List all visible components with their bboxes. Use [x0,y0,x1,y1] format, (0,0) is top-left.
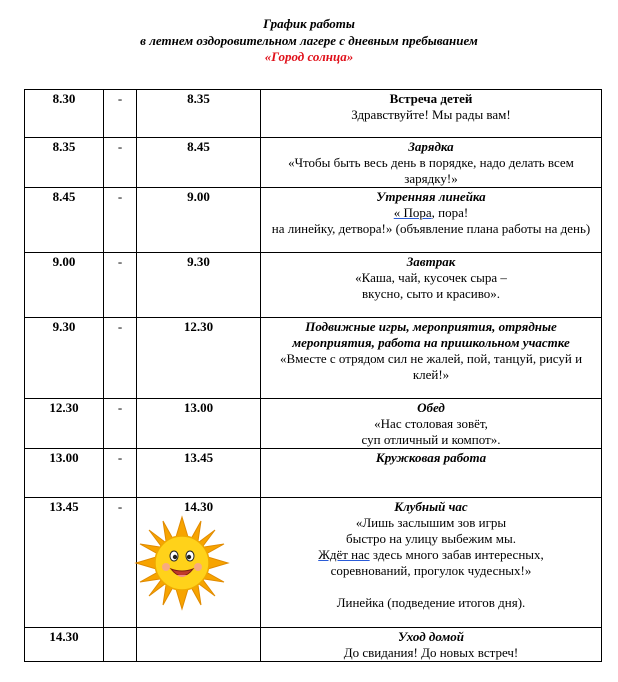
activity-title: Кружковая работа [375,450,487,465]
activity-text: «Лишь заслышим зов игры [355,515,507,530]
activity-cell [261,90,602,138]
dash-separator: - [104,253,137,318]
activity-title: Утренняя линейка [376,189,486,204]
table-row [25,498,602,628]
start-time: 8.30 [25,90,104,138]
table-row [25,138,602,188]
activity-title: Клубный час [394,499,468,514]
activity-title: Подвижные игры, мероприятия, отрядные мероприятия, работа на пришкольном участке [292,319,570,350]
activity-cell [261,449,602,498]
start-time: 13.00 [25,449,104,498]
activity-title: Уход домой [397,629,465,644]
activity-title: Обед [417,400,445,415]
activity-text: быстро на улицу выбежим мы. [346,531,516,546]
spell-underlined-word: Ждёт нас [318,547,370,562]
activity-text: «Нас столовая зовёт, [374,416,488,431]
end-time: 13.45 [137,449,261,498]
activity-text-part: , пора! [431,205,469,220]
activity-title: Зарядка [408,139,454,154]
end-time: 8.45 [137,138,261,188]
camp-name: «Город солнца» [264,49,354,64]
activity-cell [261,318,602,399]
end-time: 9.00 [137,188,261,253]
activity-text: До свидания! До новых встреч! [343,645,519,660]
table-row [25,399,602,449]
schedule-subtitle: в летнем оздоровительном лагере с дневным пребыванием [140,33,478,48]
start-time: 13.45 [25,498,104,628]
table-row [25,449,602,498]
smiling-sun-icon [134,515,230,611]
activity-text [264,547,598,563]
activity-text: соревнований, прогулок чудесных!» [330,563,532,578]
activity-text: «Чтобы быть весь день в порядке, надо делать всем зарядку!» [288,155,574,186]
spell-underlined-word: « Пора [393,205,432,220]
table-row [25,253,602,318]
activity-text: Линейка (подведение итогов дня). [336,595,526,610]
end-time: 9.30 [137,253,261,318]
dash-separator: - [104,399,137,449]
dash-separator: - [104,449,137,498]
end-time: 8.35 [137,90,261,138]
end-time: 14.30 [183,499,214,514]
schedule-table [24,89,602,662]
activity-cell [261,498,602,628]
activity-text-part: здесь много забав интересных, [369,547,544,562]
dash-separator: - [104,498,137,628]
dash-separator: - [104,138,137,188]
end-time-with-sun [137,498,261,628]
table-row [25,188,602,253]
table-row [25,318,602,399]
activity-cell [261,399,602,449]
activity-text: «Каша, чай, кусочек сыра – [355,270,507,285]
activity-cell [261,253,602,318]
table-row [25,628,602,662]
table-row [25,90,602,138]
activity-title: Встреча детей [389,91,473,106]
start-time: 8.35 [25,138,104,188]
activity-text: суп отличный и компот». [361,432,501,447]
schedule-title: График работы [263,16,355,31]
activity-text: вкусно, сыто и красиво». [361,286,501,301]
activity-cell [261,188,602,253]
start-time: 9.30 [25,318,104,399]
dash-separator: - [104,90,137,138]
dash-separator [104,628,137,662]
dash-separator: - [104,188,137,253]
dash-separator: - [104,318,137,399]
start-time: 14.30 [25,628,104,662]
activity-cell [261,628,602,662]
activity-text: «Вместе с отрядом сил не жалей, пой, танцуй, рисуй и клей!» [279,351,583,382]
start-time: 12.30 [25,399,104,449]
activity-title: Завтрак [406,254,456,269]
start-time: 8.45 [25,188,104,253]
activity-text: на линейку, детвора!» (объявление плана работы на день) [271,221,591,236]
end-time [137,628,261,662]
activity-cell [261,138,602,188]
activity-text: Здравствуйте! Мы рады вам! [351,107,511,122]
end-time: 12.30 [137,318,261,399]
end-time: 13.00 [137,399,261,449]
activity-text [264,205,598,221]
start-time: 9.00 [25,253,104,318]
spacer [264,579,598,595]
